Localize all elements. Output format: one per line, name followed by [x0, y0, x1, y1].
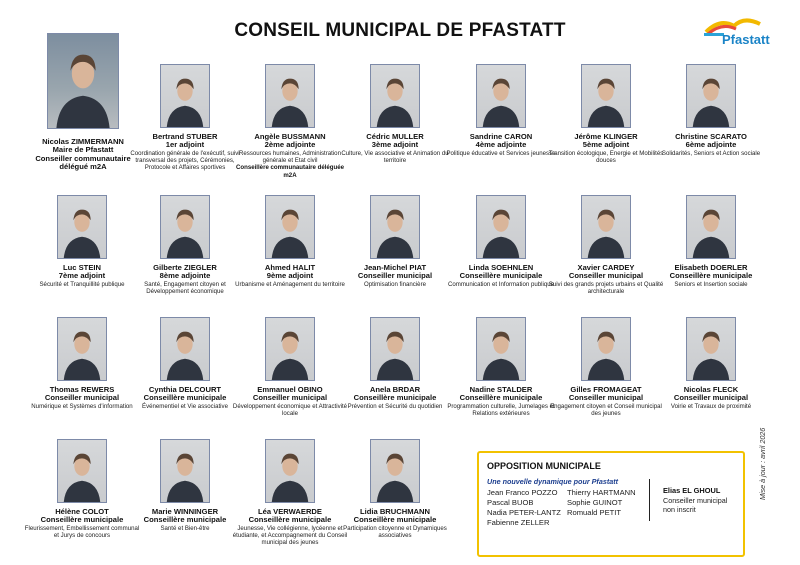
- member-caption: [547, 264, 665, 295]
- member-role: Conseiller municipal: [252, 393, 328, 403]
- portrait-silhouette-icon: [687, 318, 735, 380]
- member-name: Elisabeth DOERLER: [674, 263, 748, 272]
- member-name: Xavier CARDEY: [577, 263, 635, 272]
- portrait-silhouette-icon: [582, 196, 630, 258]
- member-name: Ahmed HALIT: [264, 263, 316, 272]
- member-caption: [24, 138, 142, 172]
- member-caption: [442, 386, 560, 417]
- portrait-silhouette-icon: [477, 318, 525, 380]
- opposition-title: OPPOSITION MUNICIPALE: [487, 461, 601, 471]
- member-name: Luc STEIN: [63, 263, 101, 272]
- member-caption: [547, 386, 665, 417]
- member-name: Jérôme KLINGER: [574, 132, 638, 141]
- member-caption: [442, 264, 560, 288]
- update-note: Mise à jour : avril 2026: [758, 427, 767, 500]
- portrait-silhouette-icon: [266, 440, 314, 502]
- member-name: Emmanuel OBINO: [257, 385, 323, 394]
- member-desc: Culture, Vie associative et Animation du territoire: [341, 149, 449, 165]
- member-caption: [652, 133, 770, 157]
- member-desc: Santé, Engagement citoyen et Développement économique: [144, 280, 226, 296]
- member-caption: [652, 264, 770, 288]
- member-caption: [23, 264, 141, 288]
- member-caption: [126, 386, 244, 410]
- opposition-member: Sophie GUINOT: [567, 498, 623, 507]
- independent-role-line: Conseiller municipal: [663, 496, 728, 505]
- portrait-xavier-cardey: [581, 195, 631, 259]
- member-desc: Communication et Information publique: [447, 280, 555, 288]
- member-role: Conseillère municipale: [669, 271, 753, 281]
- member-caption: [336, 508, 454, 539]
- member-name: Nicolas ZIMMERMANN: [42, 137, 124, 146]
- member-name: Nadine STALDER: [469, 385, 533, 394]
- portrait-sandrine-caron: [476, 64, 526, 128]
- member-caption: [23, 508, 141, 539]
- member-role: Conseiller municipal: [357, 271, 433, 281]
- member-desc: Événementiel et Vie associative: [142, 402, 228, 410]
- portrait-marie-winninger: [160, 439, 210, 503]
- member-role: 7ème adjoint: [58, 271, 106, 281]
- member-role: Conseillère municipale: [353, 393, 437, 403]
- portrait-lidia-bruchmann: [370, 439, 420, 503]
- member-name: Gilles FROMAGEAT: [570, 385, 642, 394]
- portrait-silhouette-icon: [161, 318, 209, 380]
- member-caption: [126, 133, 244, 172]
- portrait-jerome-klinger: [581, 64, 631, 128]
- portrait-silhouette-icon: [58, 196, 106, 258]
- member-name: Cynthia DELCOURT: [148, 385, 222, 394]
- member-role: Conseillère municipale: [143, 393, 227, 403]
- member-caption: [126, 508, 244, 532]
- member-role: 8ème adjointe: [159, 271, 211, 281]
- member-name: Lidia BRUCHMANN: [359, 507, 431, 516]
- portrait-nadine-stalder: [476, 317, 526, 381]
- logo-graphic-icon: [700, 14, 778, 48]
- portrait-silhouette-icon: [582, 318, 630, 380]
- member-desc: Transition écologique, Energie et Mobilités douces: [548, 149, 664, 165]
- member-name: Christine SCARATO: [675, 132, 747, 141]
- member-extra: Conseillère communautaire déléguée m2A: [235, 164, 345, 179]
- member-role: 3ème adjoint: [371, 140, 419, 150]
- member-name: Bertrand STUBER: [152, 132, 218, 141]
- portrait-bertrand-stuber: [160, 64, 210, 128]
- member-desc: Urbanisme et Aménagement du territoire: [235, 280, 345, 288]
- member-name: Marie WINNINGER: [151, 507, 219, 516]
- portrait-gilberte-ziegler: [160, 195, 210, 259]
- member-name: Thomas REWERS: [49, 385, 115, 394]
- member-desc: Prévention et Sécurité du quotidien: [347, 402, 443, 410]
- member-caption: [231, 133, 349, 179]
- member-desc: Développement économique et Attractivité locale: [232, 402, 348, 418]
- member-role: Conseiller municipal: [568, 393, 644, 403]
- svg-text:Pfastatt: Pfastatt: [722, 32, 770, 47]
- page-title: CONSEIL MUNICIPAL DE PFASTATT: [234, 20, 566, 41]
- portrait-silhouette-icon: [58, 440, 106, 502]
- member-caption: [231, 264, 349, 288]
- portrait-silhouette-icon: [371, 65, 419, 127]
- member-desc: Optimisation financière: [364, 280, 426, 288]
- portrait-silhouette-icon: [687, 65, 735, 127]
- portrait-silhouette-icon: [266, 318, 314, 380]
- member-caption: [336, 386, 454, 410]
- member-caption: [547, 133, 665, 164]
- portrait-lea-verwaerde: [265, 439, 315, 503]
- portrait-silhouette-icon: [266, 196, 314, 258]
- portrait-elisabeth-doerler: [686, 195, 736, 259]
- opposition-subtitle: Une nouvelle dynamique pour Pfastatt: [487, 477, 618, 486]
- member-role: Conseiller municipal: [568, 271, 644, 281]
- member-name: Jean-Michel PIAT: [363, 263, 427, 272]
- member-desc: Jeunesse, Vie collégienne, lycéenne et étudiante, et Accompagnement du Conseil municipal des jeunes: [232, 524, 348, 547]
- member-role: 9ème adjoint: [266, 271, 314, 281]
- member-role: Conseillère municipale: [459, 393, 543, 403]
- member-desc: Voirie et Travaux de proximité: [670, 402, 752, 410]
- opposition-member: Jean Franco POZZO: [487, 488, 558, 497]
- member-desc: Coordination générale de l'exécutif, suivi transversal des projets, Cérémonies, Protocole et Affaires sportives: [130, 149, 240, 172]
- portrait-silhouette-icon: [477, 65, 525, 127]
- member-role: 4ème adjointe: [475, 140, 527, 150]
- opposition-member: Nadia PETER-LANTZ: [487, 508, 561, 517]
- portrait-silhouette-icon: [477, 196, 525, 258]
- opposition-member: Fabienne ZELLER: [487, 518, 550, 527]
- member-name: Anela BRDAR: [369, 385, 421, 394]
- member-name: Sandrine CARON: [469, 132, 533, 141]
- opposition-divider: [649, 479, 650, 521]
- member-desc: Politique éducative et Services jeunesse: [446, 149, 556, 157]
- member-role: Maire de Pfastatt: [52, 145, 114, 155]
- opposition-member: Romuald PETIT: [567, 508, 622, 517]
- portrait-cedric-muller: [370, 64, 420, 128]
- member-role: 6ème adjointe: [685, 140, 737, 150]
- portrait-silhouette-icon: [161, 65, 209, 127]
- member-name: Angèle BUSSMANN: [254, 132, 326, 141]
- portrait-cynthia-delcourt: [160, 317, 210, 381]
- member-name: Linda SOEHNLEN: [468, 263, 534, 272]
- member-role: Conseillère municipale: [248, 515, 332, 525]
- member-name: Léa VERWAERDE: [257, 507, 322, 516]
- member-extra: Conseiller communautaire délégué m2A: [35, 153, 131, 172]
- member-role: Conseiller municipal: [673, 393, 749, 403]
- member-name: Gilberte ZIEGLER: [153, 263, 217, 272]
- member-caption: [23, 386, 141, 410]
- member-caption: [652, 386, 770, 410]
- portrait-emmanuel-obino: [265, 317, 315, 381]
- member-desc: Participation citoyenne et Dynamiques associatives: [343, 524, 447, 540]
- member-desc: Ressources humaines, Administration générale et Etat civil: [239, 149, 341, 165]
- opposition-member: Pascal BUOB: [487, 498, 534, 507]
- portrait-silhouette-icon: [371, 196, 419, 258]
- independent-name: Elias EL GHOUL: [663, 486, 721, 495]
- portrait-helene-colot: [57, 439, 107, 503]
- opposition-member: Thierry HARTMANN: [567, 488, 636, 497]
- portrait-silhouette-icon: [582, 65, 630, 127]
- member-desc: Engagement citoyen et Conseil municipal des jeunes: [550, 402, 662, 418]
- member-role: Conseillère municipale: [353, 515, 437, 525]
- member-role: Conseiller municipal: [44, 393, 120, 403]
- portrait-christine-scarato: [686, 64, 736, 128]
- portrait-silhouette-icon: [687, 196, 735, 258]
- portrait-luc-stein: [57, 195, 107, 259]
- portrait-silhouette-icon: [371, 440, 419, 502]
- independent-role: [663, 496, 727, 514]
- portrait-anela-brdar: [370, 317, 420, 381]
- portrait-nicolas-zimmermann: [47, 33, 119, 129]
- member-desc: Sécurité et Tranquillité publique: [39, 280, 125, 288]
- member-caption: [126, 264, 244, 295]
- portrait-ahmed-halit: [265, 195, 315, 259]
- pfastatt-logo: [700, 14, 778, 48]
- member-desc: Santé et Bien-être: [160, 524, 210, 532]
- member-caption: [336, 133, 454, 164]
- member-desc: Programmation culturelle, Jumelages et Relations extérieures: [447, 402, 555, 418]
- portrait-gilles-fromageat: [581, 317, 631, 381]
- member-caption: [231, 508, 349, 547]
- portrait-silhouette-icon: [266, 65, 314, 127]
- member-name: Nicolas FLECK: [683, 385, 739, 394]
- member-role: Conseillère municipale: [143, 515, 227, 525]
- portrait-nicolas-fleck: [686, 317, 736, 381]
- portrait-silhouette-icon: [58, 318, 106, 380]
- portrait-jean-michel-piat: [370, 195, 420, 259]
- independent-role-line: non inscrit: [663, 505, 696, 514]
- member-desc: Seniors et Insertion sociale: [674, 280, 748, 288]
- portrait-silhouette-icon: [161, 440, 209, 502]
- member-role: 5ème adjoint: [582, 140, 630, 150]
- portrait-silhouette-icon: [161, 196, 209, 258]
- member-desc: Suivi des grands projets urbains et Qualité architecturale: [548, 280, 664, 296]
- member-role: 2ème adjointe: [264, 140, 316, 150]
- member-caption: [231, 386, 349, 417]
- portrait-linda-soehnlen: [476, 195, 526, 259]
- member-role: Conseillère municipale: [40, 515, 124, 525]
- member-desc: Solidarités, Seniors et Action sociale: [661, 149, 761, 157]
- portrait-silhouette-icon: [371, 318, 419, 380]
- member-caption: [442, 133, 560, 157]
- member-role: 1er adjoint: [165, 140, 205, 150]
- portrait-silhouette-icon: [48, 34, 118, 128]
- member-role: Conseillère municipale: [459, 271, 543, 281]
- member-caption: [336, 264, 454, 288]
- member-name: Cédric MULLER: [366, 132, 424, 141]
- member-desc: Numérique et Systèmes d'information: [31, 402, 133, 410]
- opposition-box: [477, 451, 745, 557]
- member-name: Hélène COLOT: [55, 507, 109, 516]
- portrait-thomas-rewers: [57, 317, 107, 381]
- portrait-angele-bussmann: [265, 64, 315, 128]
- member-desc: Fleurissement, Embellissement communal et Jurys de concours: [24, 524, 140, 540]
